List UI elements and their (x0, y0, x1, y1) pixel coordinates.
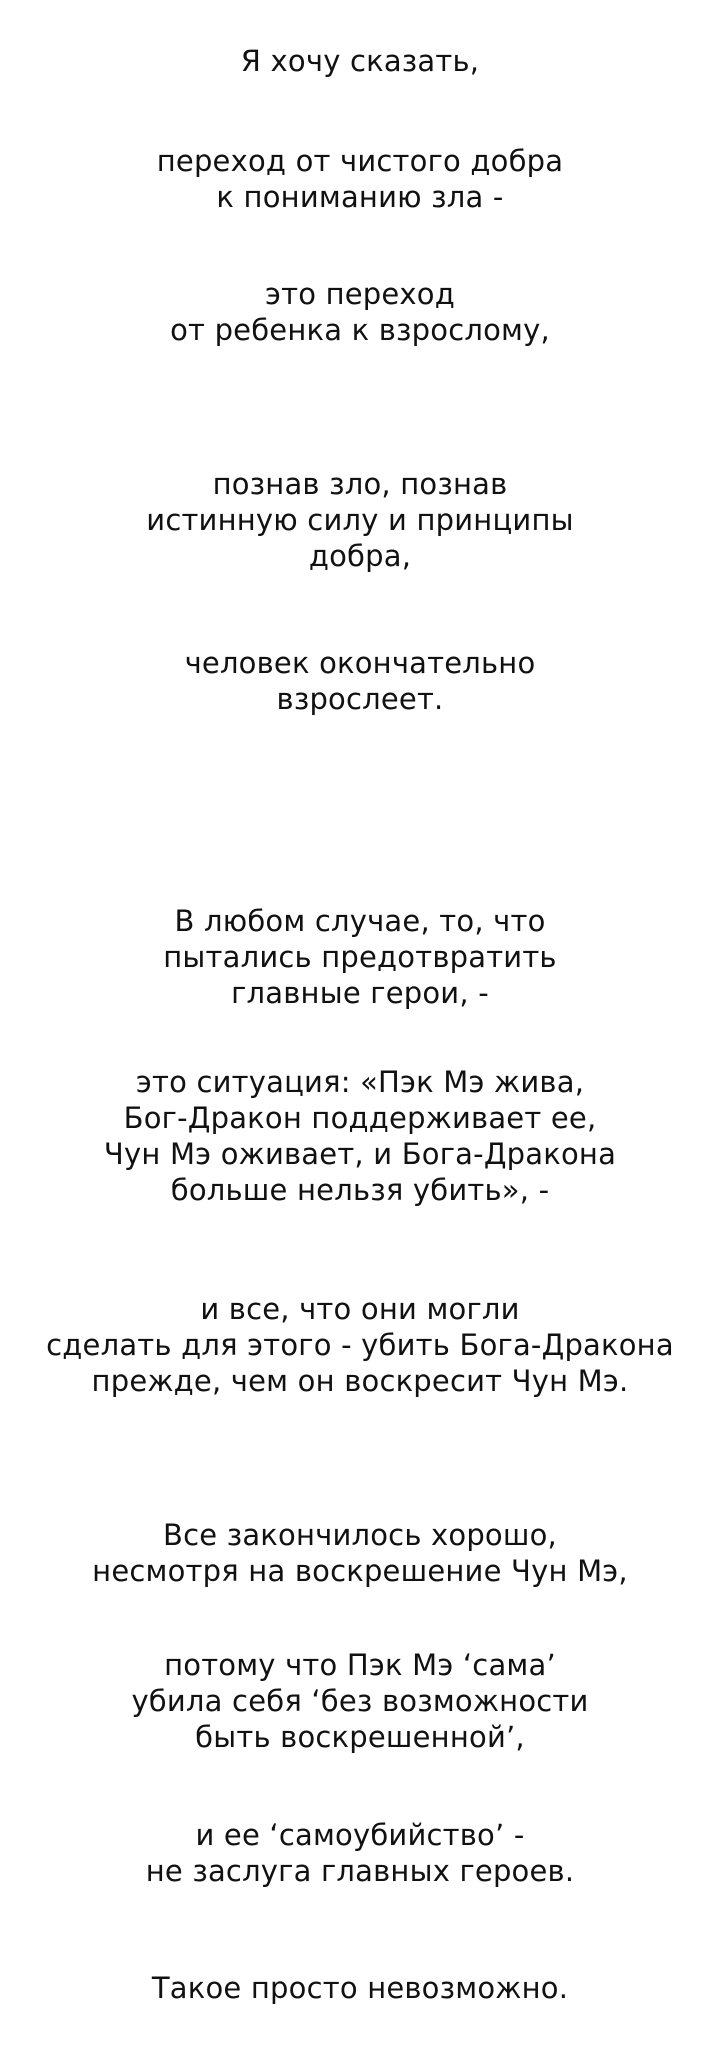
paragraph-8 (0, 1291, 720, 1399)
text-line: несмотря на воскрешение Чун Мэ, (92, 1554, 628, 1588)
text-line: это ситуация: «Пэк Мэ жива, (135, 1065, 585, 1099)
paragraph-1 (0, 43, 720, 79)
text-line: к пониманию зла - (216, 180, 504, 214)
text-line: сделать для этого - убить Бога-Дракона (46, 1328, 674, 1362)
paragraph-7 (0, 1064, 720, 1208)
text-line: Я хочу сказать, (240, 44, 480, 78)
paragraph-11 (0, 1817, 720, 1889)
text-line: познав зло, познав (212, 467, 508, 501)
text-line: быть воскрешенной’, (195, 1720, 525, 1754)
text-line: человек окончательно (184, 646, 536, 680)
text-line: прежде, чем он воскресит Чун Мэ. (91, 1364, 629, 1398)
paragraph-5 (0, 645, 720, 717)
paragraph-9 (0, 1517, 720, 1589)
text-line: это переход (265, 277, 455, 311)
paragraph-10 (0, 1647, 720, 1755)
text-line: больше нельзя убить», - (170, 1173, 550, 1207)
text-line: потому что Пэк Мэ ‘сама’ (164, 1648, 556, 1682)
text-line: не заслуга главных героев. (145, 1854, 575, 1888)
text-line: взрослеет. (276, 682, 444, 716)
text-line: Бог-Дракон поддерживает ее, (123, 1101, 597, 1135)
text-line: Все закончилось хорошо, (163, 1518, 557, 1552)
text-line: главные герои, - (231, 976, 489, 1010)
text-line: переход от чистого добра (156, 144, 564, 178)
paragraph-3 (0, 276, 720, 348)
paragraph-2 (0, 143, 720, 215)
text-line: от ребенка к взрослому, (170, 313, 550, 347)
text-line: В любом случае, то, что (174, 904, 546, 938)
text-line: и ее ‘самоубийство’ - (195, 1818, 525, 1852)
paragraph-6 (0, 903, 720, 1011)
text-line: истинную силу и принципы (146, 503, 574, 537)
text-line: Чун Мэ оживает, и Бога-Дракона (103, 1137, 617, 1171)
text-line: и все, что они могли (200, 1292, 520, 1326)
text-line: добра, (308, 539, 412, 573)
paragraph-4 (0, 466, 720, 574)
text-line: пытались предотвратить (163, 940, 557, 974)
text-line: убила себя ‘без возможности (131, 1684, 589, 1718)
text-line: Такое просто невозможно. (151, 1971, 569, 2005)
paragraph-12 (0, 1970, 720, 2006)
